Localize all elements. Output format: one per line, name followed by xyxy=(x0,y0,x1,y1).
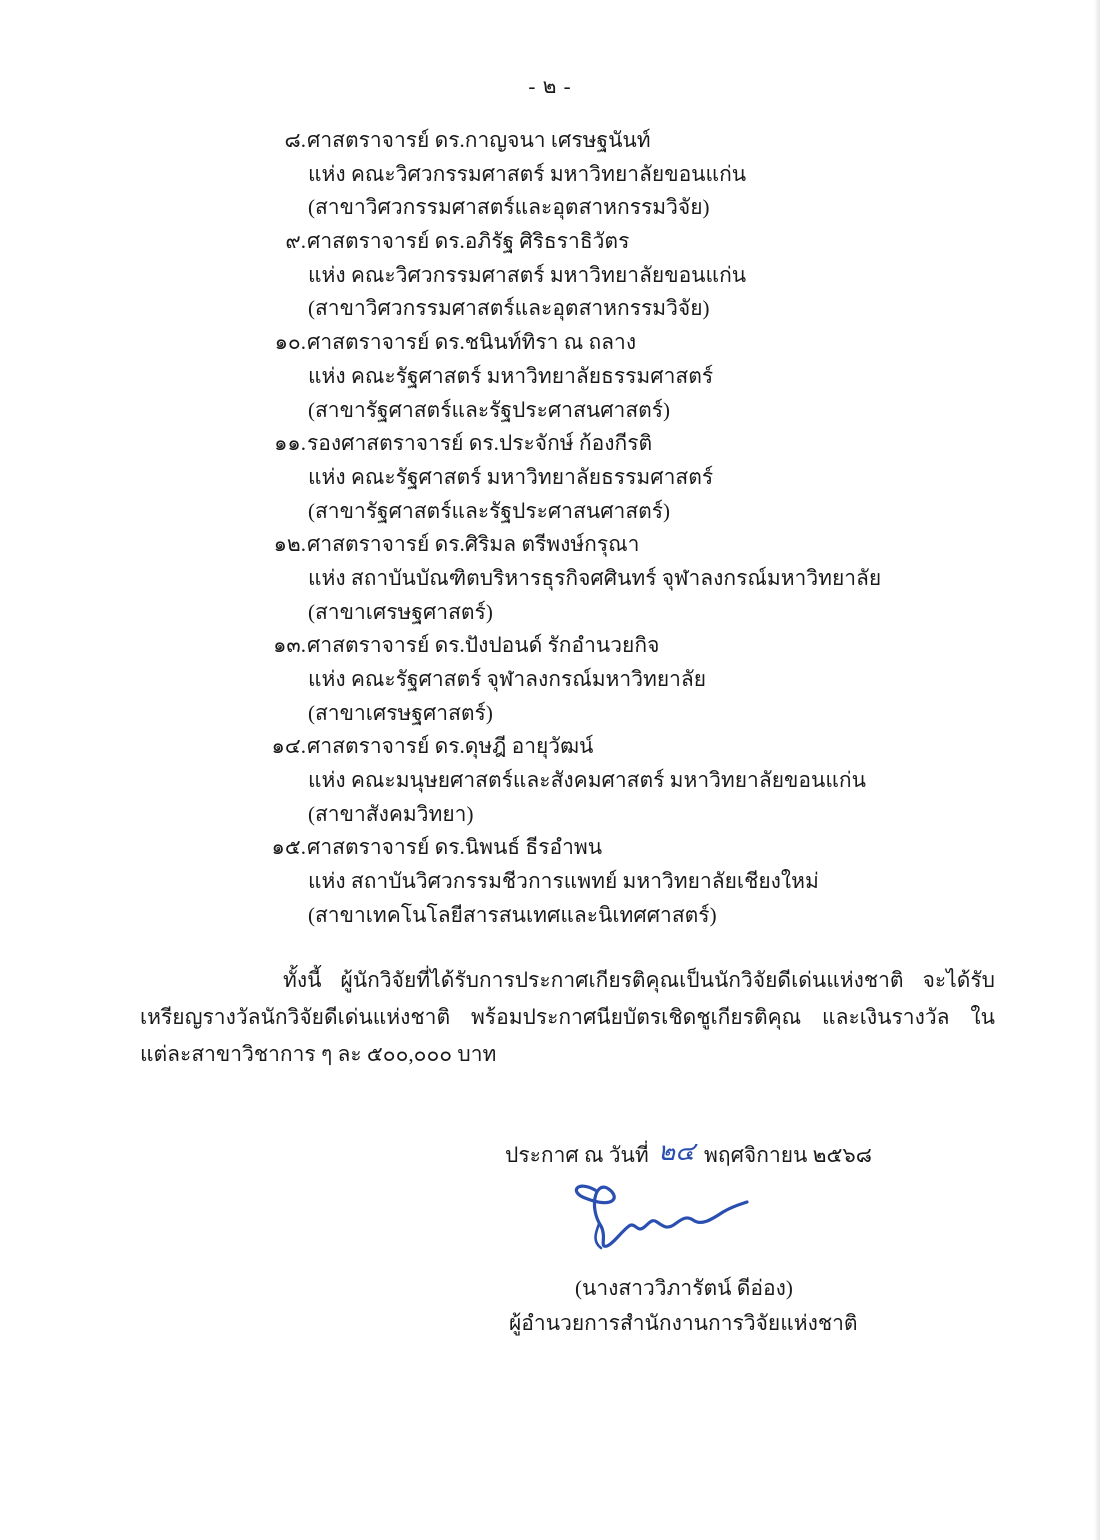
awardee-affiliation: แห่ง คณะวิศวกรรมศาสตร์ มหาวิทยาลัยขอนแก่น xyxy=(308,161,747,186)
awardee-name: ศาสตราจารย์ ดร.ดุษฎี อายุวัฒน์ xyxy=(307,734,594,759)
awardee-affiliation: แห่ง คณะมนุษยศาสตร์และสังคมศาสตร์ มหาวิทยาลัยขอนแก่น xyxy=(308,768,866,793)
awardee-entry xyxy=(0,730,1100,831)
handwritten-signature xyxy=(555,1168,755,1258)
awardee-field: (สาขาเศรษฐศาสตร์) xyxy=(308,599,493,624)
announcement-month-year: พฤศจิกายน ๒๕๖๘ xyxy=(704,1143,872,1167)
entry-number: ๑๓. xyxy=(273,633,306,658)
entry-number: ๑๔. xyxy=(271,734,306,759)
awardee-entry xyxy=(0,528,1100,629)
awardee-entry xyxy=(0,427,1100,528)
closing-paragraph: ทั้งนี้ ผู้นักวิจัยที่ได้รับการประกาศเกียรติคุณเป็นนักวิจัยดีเด่นแห่งชาติ จะได้รับเหรียญรางวัลนักวิจัยดีเด่นแห่งชาติ พร้อมประกาศนียบัตรเชิดชูเกียรติคุณ และเงินรางวัล ในแต่ละสาขาวิชาการ ๆ ละ ๕๐๐,๐๐๐ บาท xyxy=(140,968,995,1066)
awardee-list xyxy=(0,124,1100,933)
awardee-entry xyxy=(0,326,1100,427)
awardee-name: รองศาสตราจารย์ ดร.ประจักษ์ ก้องกีรติ xyxy=(307,431,653,456)
awardee-field: (สาขาวิศวกรรมศาสตร์และอุตสาหกรรมวิจัย) xyxy=(308,296,710,321)
awardee-field: (สาขารัฐศาสตร์และรัฐประศาสนศาสตร์) xyxy=(308,498,671,523)
awardee-name: ศาสตราจารย์ ดร.กาญจนา เศรษฐนันท์ xyxy=(307,128,651,152)
awardee-entry xyxy=(0,124,1100,225)
awardee-field: (สาขาเทคโนโลยีสารสนเทศและนิเทศศาสตร์) xyxy=(308,902,717,927)
awardee-name: ศาสตราจารย์ ดร.นิพนธ์ ธีรอำพน xyxy=(307,835,603,860)
announcement-prefix: ประกาศ ณ วันที่ xyxy=(505,1143,649,1167)
awardee-entry xyxy=(0,225,1100,326)
awardee-entry xyxy=(0,831,1100,932)
awardee-name: ศาสตราจารย์ ดร.อภิรัฐ ศิริธราธิวัตร xyxy=(307,229,630,254)
awardee-affiliation: แห่ง คณะรัฐศาสตร์ มหาวิทยาลัยธรรมศาสตร์ xyxy=(308,464,714,489)
awardee-affiliation: แห่ง สถาบันบัณฑิตบริหารธุรกิจศศินทร์ จุฬาลงกรณ์มหาวิทยาลัย xyxy=(308,565,882,590)
awardee-affiliation: แห่ง คณะรัฐศาสตร์ จุฬาลงกรณ์มหาวิทยาลัย xyxy=(308,667,707,691)
awardee-affiliation: แห่ง คณะรัฐศาสตร์ มหาวิทยาลัยธรรมศาสตร์ xyxy=(308,363,714,388)
handwritten-day: ๒๔ xyxy=(657,1137,695,1166)
awardee-entry xyxy=(0,629,1100,730)
awardee-field: (สาขาเศรษฐศาสตร์) xyxy=(308,700,493,725)
closing-section xyxy=(140,962,995,1073)
entry-number: ๑๒. xyxy=(273,532,306,557)
signer-title: ผู้อำนวยการสำนักงานการวิจัยแห่งชาติ xyxy=(509,1311,858,1335)
entry-number: ๑๑. xyxy=(274,431,306,456)
entry-number: ๑๕. xyxy=(271,835,306,860)
page-number: - ๒ - xyxy=(528,74,572,98)
awardee-name: ศาสตราจารย์ ดร.ศิริมล ตรีพงษ์กรุณา xyxy=(307,532,640,557)
awardee-affiliation: แห่ง คณะวิศวกรรมศาสตร์ มหาวิทยาลัยขอนแก่น xyxy=(308,262,747,287)
entry-number: ๘. xyxy=(284,128,306,152)
awardee-name: ศาสตราจารย์ ดร.ชนินท์ทิรา ณ ถลาง xyxy=(307,330,637,355)
awardee-field: (สาขาสังคมวิทยา) xyxy=(308,801,474,826)
awardee-field: (สาขารัฐศาสตร์และรัฐประศาสนศาสตร์) xyxy=(308,397,671,422)
awardee-name: ศาสตราจารย์ ดร.ปังปอนด์ รักอำนวยกิจ xyxy=(307,633,660,658)
awardee-affiliation: แห่ง สถาบันวิศวกรรมชีวการแพทย์ มหาวิทยาลัยเชียงใหม่ xyxy=(308,869,819,894)
entry-number: ๑๐. xyxy=(274,330,306,355)
signer-name: (นางสาววิภารัตน์ ดีอ่อง) xyxy=(575,1276,793,1300)
awardee-field: (สาขาวิศวกรรมศาสตร์และอุตสาหกรรมวิจัย) xyxy=(308,195,710,220)
entry-number: ๙. xyxy=(285,229,306,254)
